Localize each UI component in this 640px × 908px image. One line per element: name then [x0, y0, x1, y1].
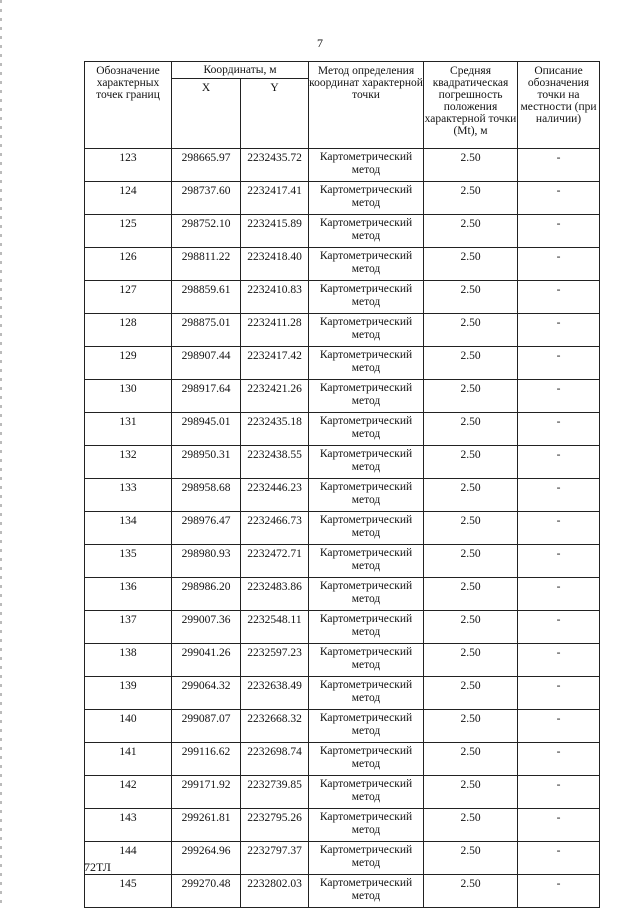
mean-error-cell: 2.50 — [424, 149, 518, 182]
table-row — [85, 182, 600, 215]
mean-error-cell: 2.50 — [424, 743, 518, 776]
method-cell: Картометрический метод — [309, 413, 424, 446]
mean-error-cell: 2.50 — [424, 611, 518, 644]
x-coordinate-cell: 298945.01 — [172, 413, 241, 446]
table-row — [85, 809, 600, 842]
x-coordinate-cell: 298665.97 — [172, 149, 241, 182]
mean-error-cell: 2.50 — [424, 578, 518, 611]
table-row — [85, 578, 600, 611]
point-id-cell: 142 — [85, 776, 172, 809]
mean-error-cell: 2.50 — [424, 314, 518, 347]
description-cell: - — [518, 248, 600, 281]
y-coordinate-cell: 2232797.37 — [241, 842, 309, 875]
y-coordinate-cell: 2232411.28 — [241, 314, 309, 347]
method-cell: Картометрический метод — [309, 710, 424, 743]
method-cell: Картометрический метод — [309, 545, 424, 578]
x-coordinate-cell: 299270.48 — [172, 875, 241, 908]
y-coordinate-cell: 2232417.42 — [241, 347, 309, 380]
point-id-cell: 123 — [85, 149, 172, 182]
method-cell: Картометрический метод — [309, 248, 424, 281]
y-coordinate-cell: 2232421.26 — [241, 380, 309, 413]
y-coordinate-cell: 2232698.74 — [241, 743, 309, 776]
method-cell: Картометрический метод — [309, 809, 424, 842]
x-coordinate-cell: 298907.44 — [172, 347, 241, 380]
x-coordinate-cell: 298752.10 — [172, 215, 241, 248]
coordinates-table-wrapper — [84, 61, 600, 908]
coordinates-table — [84, 61, 600, 908]
mean-error-cell: 2.50 — [424, 545, 518, 578]
point-id-cell: 127 — [85, 281, 172, 314]
mean-error-cell: 2.50 — [424, 776, 518, 809]
description-cell: - — [518, 578, 600, 611]
mean-error-cell: 2.50 — [424, 479, 518, 512]
x-coordinate-cell: 299007.36 — [172, 611, 241, 644]
point-id-cell: 124 — [85, 182, 172, 215]
mean-error-cell: 2.50 — [424, 281, 518, 314]
table-row — [85, 677, 600, 710]
point-id-cell: 129 — [85, 347, 172, 380]
table-row — [85, 644, 600, 677]
x-coordinate-cell: 298875.01 — [172, 314, 241, 347]
point-id-cell: 143 — [85, 809, 172, 842]
mean-error-cell: 2.50 — [424, 842, 518, 875]
y-coordinate-cell: 2232472.71 — [241, 545, 309, 578]
point-id-cell: 133 — [85, 479, 172, 512]
x-coordinate-cell: 298811.22 — [172, 248, 241, 281]
description-cell: - — [518, 314, 600, 347]
description-cell: - — [518, 809, 600, 842]
table-row — [85, 710, 600, 743]
point-id-cell: 136 — [85, 578, 172, 611]
table-row — [85, 479, 600, 512]
x-coordinate-cell: 299171.92 — [172, 776, 241, 809]
method-cell: Картометрический метод — [309, 281, 424, 314]
mean-error-cell: 2.50 — [424, 248, 518, 281]
mean-error-cell: 2.50 — [424, 677, 518, 710]
table-row — [85, 446, 600, 479]
description-cell: - — [518, 347, 600, 380]
method-cell: Картометрический метод — [309, 644, 424, 677]
mean-error-cell: 2.50 — [424, 875, 518, 908]
description-cell: - — [518, 149, 600, 182]
header-coordinates: Координаты, м — [172, 62, 309, 79]
table-row — [85, 842, 600, 875]
point-id-cell: 144 — [85, 842, 172, 875]
y-coordinate-cell: 2232802.03 — [241, 875, 309, 908]
table-body — [85, 149, 600, 908]
x-coordinate-cell: 298958.68 — [172, 479, 241, 512]
point-id-cell: 128 — [85, 314, 172, 347]
point-id-cell: 141 — [85, 743, 172, 776]
scan-edge-line — [0, 0, 2, 905]
header-method: Метод определения координат характерной точки — [309, 62, 424, 149]
x-coordinate-cell: 298737.60 — [172, 182, 241, 215]
header-y: Y — [241, 79, 309, 149]
x-coordinate-cell: 298950.31 — [172, 446, 241, 479]
y-coordinate-cell: 2232410.83 — [241, 281, 309, 314]
description-cell: - — [518, 380, 600, 413]
page-number: 7 — [317, 36, 323, 50]
mean-error-cell: 2.50 — [424, 380, 518, 413]
y-coordinate-cell: 2232435.72 — [241, 149, 309, 182]
point-id-cell: 134 — [85, 512, 172, 545]
y-coordinate-cell: 2232597.23 — [241, 644, 309, 677]
description-cell: - — [518, 446, 600, 479]
point-id-cell: 140 — [85, 710, 172, 743]
mean-error-cell: 2.50 — [424, 710, 518, 743]
description-cell: - — [518, 545, 600, 578]
point-id-cell: 138 — [85, 644, 172, 677]
x-coordinate-cell: 299264.96 — [172, 842, 241, 875]
table-row — [85, 149, 600, 182]
y-coordinate-cell: 2232435.18 — [241, 413, 309, 446]
point-id-cell: 145 — [85, 875, 172, 908]
method-cell: Картометрический метод — [309, 215, 424, 248]
mean-error-cell: 2.50 — [424, 512, 518, 545]
method-cell: Картометрический метод — [309, 875, 424, 908]
table-row — [85, 281, 600, 314]
method-cell: Картометрический метод — [309, 842, 424, 875]
y-coordinate-cell: 2232417.41 — [241, 182, 309, 215]
mean-error-cell: 2.50 — [424, 413, 518, 446]
x-coordinate-cell: 298917.64 — [172, 380, 241, 413]
y-coordinate-cell: 2232739.85 — [241, 776, 309, 809]
description-cell: - — [518, 182, 600, 215]
table-row — [85, 314, 600, 347]
mean-error-cell: 2.50 — [424, 644, 518, 677]
method-cell: Картометрический метод — [309, 314, 424, 347]
point-id-cell: 126 — [85, 248, 172, 281]
point-id-cell: 125 — [85, 215, 172, 248]
table-row — [85, 512, 600, 545]
x-coordinate-cell: 299041.26 — [172, 644, 241, 677]
description-cell: - — [518, 512, 600, 545]
y-coordinate-cell: 2232438.55 — [241, 446, 309, 479]
x-coordinate-cell: 299087.07 — [172, 710, 241, 743]
method-cell: Картометрический метод — [309, 182, 424, 215]
table-row — [85, 545, 600, 578]
method-cell: Картометрический метод — [309, 512, 424, 545]
method-cell: Картометрический метод — [309, 380, 424, 413]
description-cell: - — [518, 842, 600, 875]
description-cell: - — [518, 413, 600, 446]
point-id-cell: 132 — [85, 446, 172, 479]
y-coordinate-cell: 2232668.32 — [241, 710, 309, 743]
mean-error-cell: 2.50 — [424, 446, 518, 479]
x-coordinate-cell: 299064.32 — [172, 677, 241, 710]
x-coordinate-cell: 298859.61 — [172, 281, 241, 314]
table-row — [85, 611, 600, 644]
description-cell: - — [518, 479, 600, 512]
description-cell: - — [518, 743, 600, 776]
table-row — [85, 215, 600, 248]
description-cell: - — [518, 875, 600, 908]
y-coordinate-cell: 2232446.23 — [241, 479, 309, 512]
mean-error-cell: 2.50 — [424, 347, 518, 380]
description-cell: - — [518, 776, 600, 809]
header-description: Описание обозначения точки на местности (при наличии) — [518, 62, 600, 149]
table-row — [85, 875, 600, 908]
y-coordinate-cell: 2232548.11 — [241, 611, 309, 644]
table-row — [85, 347, 600, 380]
point-id-cell: 135 — [85, 545, 172, 578]
y-coordinate-cell: 2232795.26 — [241, 809, 309, 842]
table-row — [85, 743, 600, 776]
description-cell: - — [518, 215, 600, 248]
y-coordinate-cell: 2232415.89 — [241, 215, 309, 248]
x-coordinate-cell: 298980.93 — [172, 545, 241, 578]
method-cell: Картометрический метод — [309, 347, 424, 380]
table-row — [85, 413, 600, 446]
description-cell: - — [518, 644, 600, 677]
method-cell: Картометрический метод — [309, 578, 424, 611]
method-cell: Картометрический метод — [309, 743, 424, 776]
description-cell: - — [518, 710, 600, 743]
mean-error-cell: 2.50 — [424, 809, 518, 842]
point-id-cell: 139 — [85, 677, 172, 710]
x-coordinate-cell: 298976.47 — [172, 512, 241, 545]
point-id-cell: 131 — [85, 413, 172, 446]
method-cell: Картометрический метод — [309, 776, 424, 809]
description-cell: - — [518, 611, 600, 644]
point-id-cell: 137 — [85, 611, 172, 644]
footer-code: 72ТЛ — [84, 860, 111, 874]
method-cell: Картометрический метод — [309, 149, 424, 182]
description-cell: - — [518, 677, 600, 710]
method-cell: Картометрический метод — [309, 479, 424, 512]
y-coordinate-cell: 2232418.40 — [241, 248, 309, 281]
header-mean-error: Средняя квадратическая погрешность положения характерной точки (Mt), м — [424, 62, 518, 149]
header-x: X — [172, 79, 241, 149]
mean-error-cell: 2.50 — [424, 215, 518, 248]
method-cell: Картометрический метод — [309, 677, 424, 710]
point-id-cell: 130 — [85, 380, 172, 413]
x-coordinate-cell: 299261.81 — [172, 809, 241, 842]
method-cell: Картометрический метод — [309, 446, 424, 479]
description-cell: - — [518, 281, 600, 314]
y-coordinate-cell: 2232483.86 — [241, 578, 309, 611]
method-cell: Картометрический метод — [309, 611, 424, 644]
x-coordinate-cell: 299116.62 — [172, 743, 241, 776]
header-point-designation: Обозначение характерных точек границ — [85, 62, 172, 149]
table-row — [85, 776, 600, 809]
y-coordinate-cell: 2232466.73 — [241, 512, 309, 545]
y-coordinate-cell: 2232638.49 — [241, 677, 309, 710]
table-row — [85, 248, 600, 281]
x-coordinate-cell: 298986.20 — [172, 578, 241, 611]
mean-error-cell: 2.50 — [424, 182, 518, 215]
table-row — [85, 380, 600, 413]
